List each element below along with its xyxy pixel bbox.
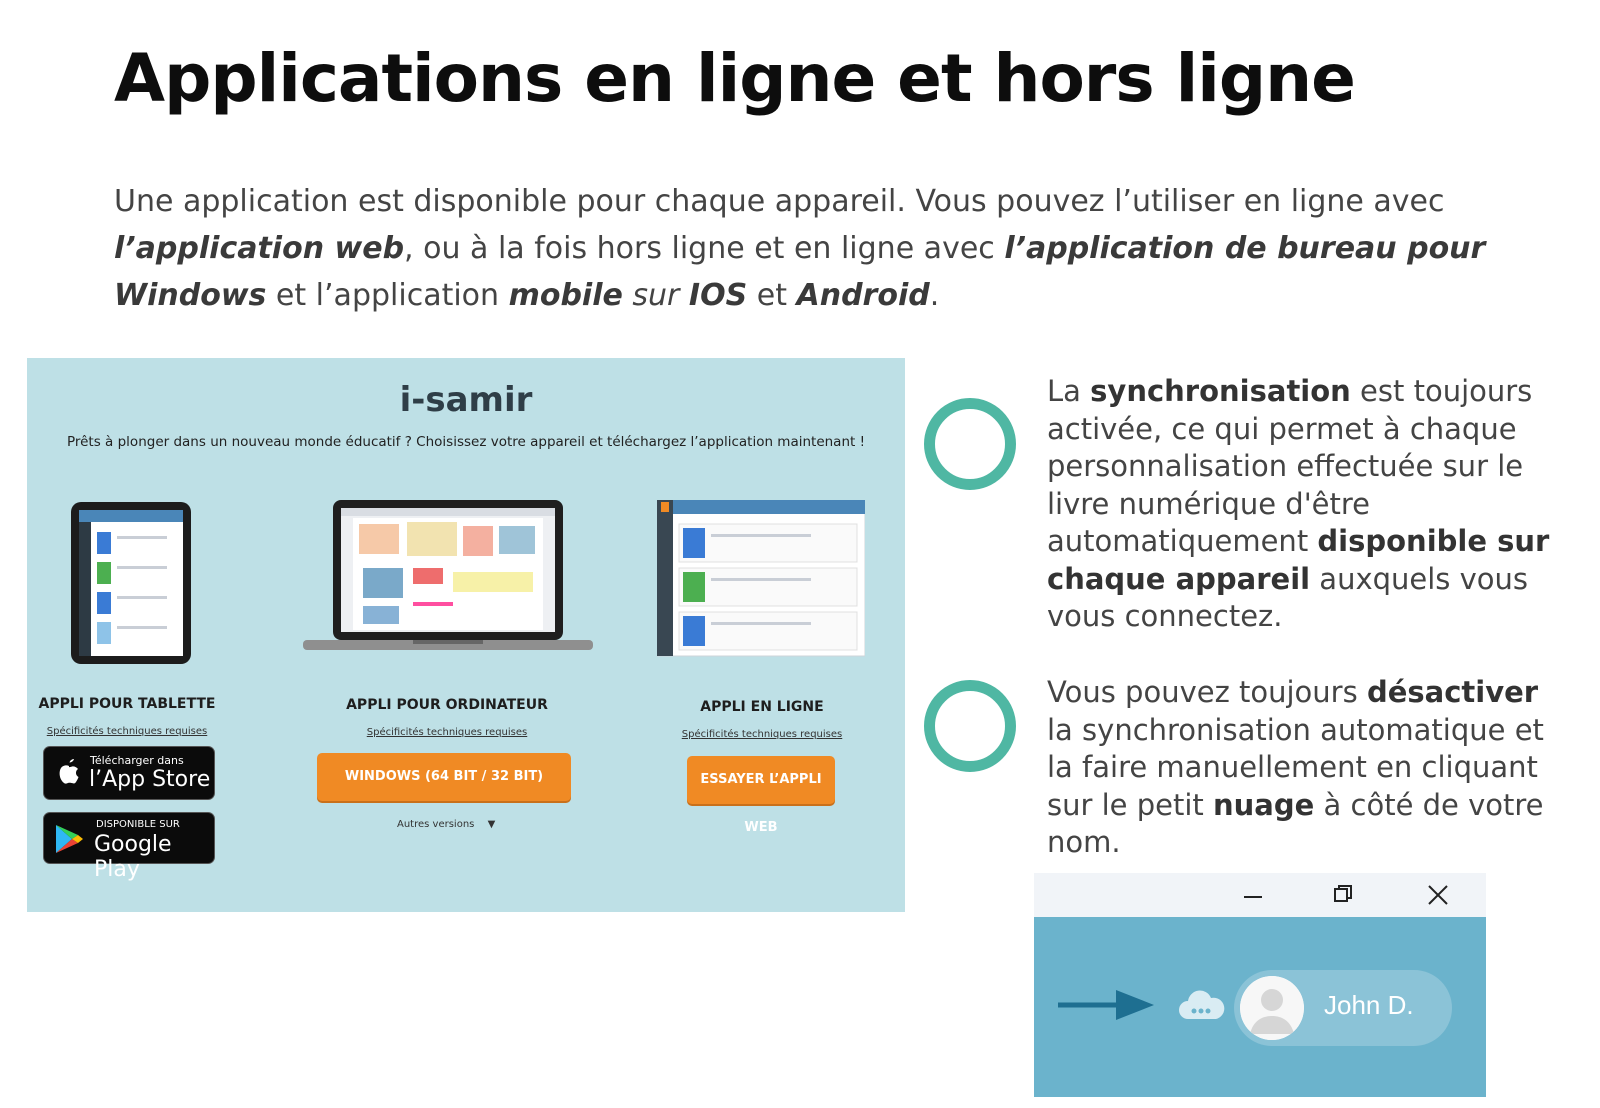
bullet-ring-icon (924, 398, 1016, 490)
intro-text: Une application est disponible pour chaque appareil. Vous pouvez l’utiliser en ligne avec (114, 184, 1445, 219)
google-play-button[interactable] (43, 812, 215, 882)
sync-bold-term: synchronisation (1090, 374, 1351, 408)
intro-text: , ou à la fois hors ligne et en ligne avec (404, 231, 1005, 266)
other-versions-dropdown[interactable] (397, 819, 495, 830)
google-play-big-text: Google Play (94, 832, 172, 882)
intro-text: et (747, 278, 797, 313)
sync-text: La (1047, 374, 1091, 408)
windows-download-button[interactable]: WINDOWS (64 BIT / 32 BIT) (317, 753, 571, 801)
bullet-ring-icon (924, 680, 1016, 772)
spec-link-tablet[interactable]: Spécificités techniques requises (46, 726, 208, 737)
sync-bold-term: disponible sur chaque appareil (1047, 524, 1550, 596)
cloud-sync-icon[interactable] (1176, 987, 1226, 1025)
intro-text: sur (632, 278, 680, 313)
column-title-tablet: APPLI POUR TABLETTE (38, 696, 216, 712)
sync-text: la synchronisation automatique et la faire manuellement en cliquant sur le petit (1047, 712, 1544, 822)
app-store-big-text: l’App Store (89, 767, 211, 792)
close-icon[interactable] (1426, 883, 1450, 907)
try-web-app-button[interactable]: ESSAYER L’APPLI WEB (687, 756, 835, 804)
restore-icon[interactable] (1332, 883, 1354, 905)
app-store-small-text: Télécharger dans (90, 754, 184, 767)
app-store-button[interactable] (43, 746, 215, 800)
intro-bold-android: Android (796, 278, 930, 313)
other-versions-label: Autres versions (397, 819, 475, 830)
page-title: Applications en ligne et hors ligne (114, 40, 1355, 117)
download-panel (27, 358, 905, 912)
sync-text: auxquels vous vous connectez. (1047, 561, 1529, 633)
panel-tagline: Prêts à plonger dans un nouveau monde éducatif ? Choisissez votre appareil et téléchargez l’application maintenant ! (66, 434, 866, 450)
web-app-illustration (657, 500, 865, 662)
sync-bold-term: nuage (1213, 787, 1315, 822)
column-title-web: APPLI EN LIGNE (700, 699, 824, 715)
intro-bold-desktop: l’application de bureau pour Windows (114, 231, 1486, 313)
laptop-illustration (303, 498, 593, 660)
tablet-illustration (67, 500, 195, 668)
sync-paragraph-2 (1047, 674, 1567, 862)
intro-paragraph (114, 178, 1494, 319)
brand-logo-text: i-samir (399, 380, 533, 420)
sync-text: Vous pouvez toujours (1047, 675, 1367, 709)
arrow-right-icon (1056, 986, 1156, 1024)
spec-link-desktop[interactable]: Spécificités techniques requises (366, 727, 528, 738)
caret-down-icon: ▼ (487, 819, 496, 830)
user-name: John D. (1324, 990, 1414, 1020)
intro-bold-mobile: mobile (508, 278, 623, 313)
intro-text: . (929, 278, 940, 313)
sync-text: à côté de votre nom. (1047, 787, 1544, 859)
user-icon (1240, 976, 1304, 1040)
minimize-icon[interactable] (1242, 885, 1264, 905)
sync-bold-term: désactiver (1366, 675, 1539, 709)
sync-text: est toujours activée, ce qui permet à chaque personnalisation effectuée sur le livre numérique d'être automatiquement (1047, 374, 1533, 558)
column-title-desktop: APPLI POUR ORDINATEUR (346, 697, 548, 713)
intro-text: et l’application (266, 278, 509, 313)
spec-link-web[interactable]: Spécificités techniques requises (681, 729, 843, 740)
user-account-button[interactable] (1234, 970, 1452, 1046)
intro-bold-web: l’application web (114, 231, 405, 266)
google-play-small-text: DISPONIBLE SUR (96, 819, 180, 830)
google-play-icon (54, 823, 84, 855)
app-window-snippet (1034, 873, 1486, 1097)
intro-bold-ios: IOS (688, 278, 748, 313)
sync-paragraph-1 (1047, 373, 1567, 636)
avatar (1240, 976, 1304, 1040)
window-title-bar (1034, 873, 1486, 917)
apple-icon (56, 757, 82, 789)
